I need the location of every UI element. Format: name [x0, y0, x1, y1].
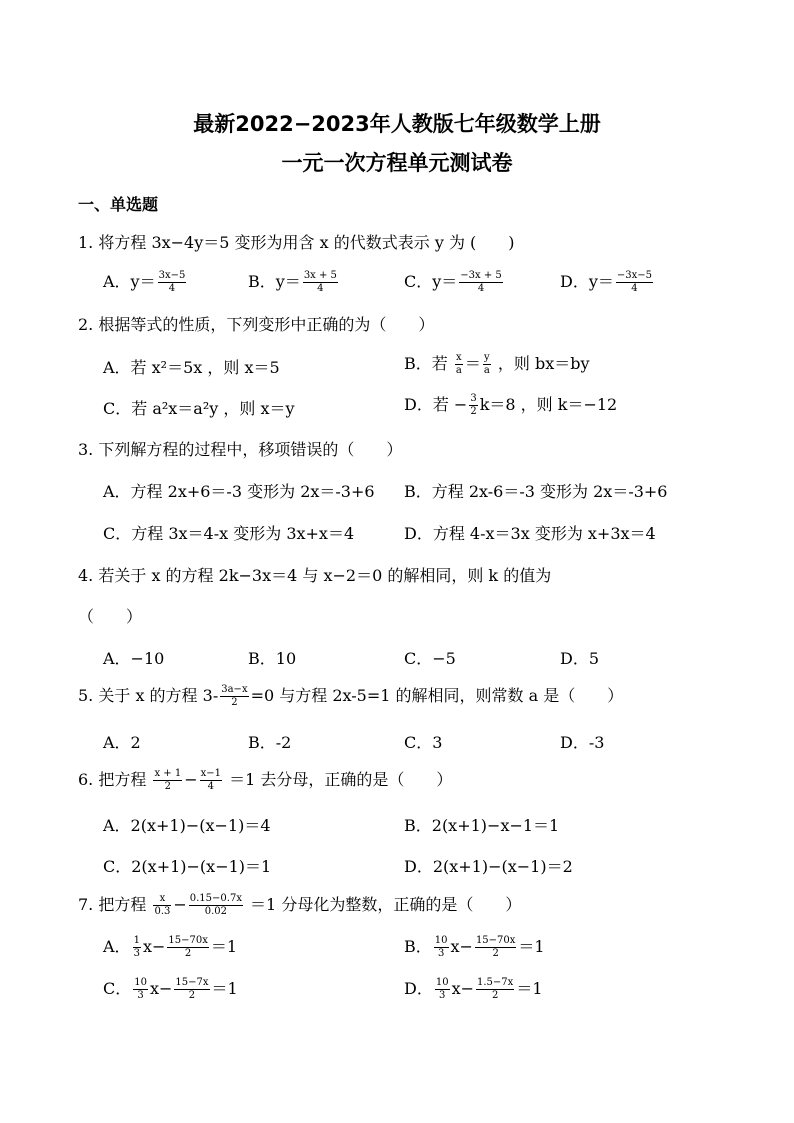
numerator: 1: [133, 935, 140, 946]
option-text: x−: [149, 979, 173, 998]
numerator: x−1: [200, 768, 221, 779]
question-3-stem: 3. 下列解方程的过程中，移项错误的（ ）: [78, 440, 403, 459]
fraction: [483, 352, 491, 377]
fraction: [455, 352, 463, 377]
numerator: −3x−5: [616, 270, 652, 281]
stem-text: 5. 关于 x 的方程 3-: [78, 686, 219, 705]
fraction: [616, 270, 653, 295]
question-2-option-b: [404, 352, 590, 377]
question-4-option-a: A．−10: [103, 649, 165, 668]
option-label: A．: [103, 937, 131, 956]
question-1-option-a: [103, 270, 188, 295]
fraction: [158, 270, 187, 295]
question-7-option-d: [404, 977, 543, 1002]
numerator: 10: [434, 935, 448, 946]
question-3-option-b: B．方程 2x-6＝-3 变形为 2x＝-3+6: [404, 482, 668, 501]
question-1-stem: 1. 将方程 3x−4y＝5 变形为用含 x 的代数式表示 y 为 ( ): [78, 233, 515, 252]
question-4-stem-continued: （ ）: [78, 607, 143, 626]
question-4-stem: 4. 若关于 x 的方程 2k−3x＝4 与 x−2＝0 的解相同，则 k 的值为: [78, 566, 552, 585]
question-7-option-c: [103, 977, 238, 1002]
denominator: 3: [437, 948, 445, 959]
option-label: B．y＝: [248, 272, 301, 291]
question-4-option-c: C．−5: [404, 649, 456, 668]
option-label: C．y＝: [404, 272, 458, 291]
numerator: 0.15−0.7x: [189, 893, 242, 904]
fraction: [434, 935, 449, 960]
question-1-option-d: [560, 270, 655, 295]
question-1-option-b: [248, 270, 340, 295]
option-label: D．若 −: [404, 395, 468, 414]
fraction: [133, 935, 141, 960]
question-3-option-c: C．方程 3x＝4-x 变形为 3x+x＝4: [103, 524, 355, 543]
numerator: 3a−x: [221, 684, 248, 695]
option-text: x−: [450, 937, 473, 956]
section-heading: 一、单选题: [78, 195, 159, 214]
question-5-option-a: A．2: [103, 733, 141, 752]
fraction: [220, 684, 248, 709]
denominator: 4: [207, 781, 214, 792]
question-2-stem: 2. 根据等式的性质，下列变形中正确的为（ ）: [78, 315, 435, 334]
fraction: [459, 270, 502, 295]
question-7-option-b: [404, 935, 545, 960]
question-7-option-a: [103, 935, 237, 960]
question-6-option-a: A．2(x+1)−(x−1)＝4: [103, 816, 271, 835]
stem-text: ＝1 分母化为整数，正确的是（ ）: [250, 895, 522, 914]
option-label: D．: [404, 979, 433, 998]
fraction: [469, 393, 477, 418]
denominator: 2: [470, 406, 477, 417]
question-3-option-a: A．方程 2x+6＝-3 变形为 2x＝-3+6: [103, 482, 375, 501]
page-title: 最新2022−2023年人教版七年级数学上册: [193, 112, 601, 136]
denominator: a: [483, 365, 490, 376]
option-text: ＝1: [211, 979, 238, 998]
question-4-option-d: D．5: [560, 649, 600, 668]
fraction: [167, 935, 208, 960]
denominator: 2: [184, 948, 192, 959]
question-1-option-c: [404, 270, 505, 295]
stem-text: 7. 把方程: [78, 895, 147, 914]
question-6-stem: [78, 768, 452, 793]
denominator: 2: [231, 697, 238, 708]
minus-sign: −: [184, 770, 198, 789]
question-6-option-b: B．2(x+1)−x−1＝1: [404, 816, 560, 835]
question-3-option-d: D．方程 4-x＝3x 变形为 x+3x＝4: [404, 524, 656, 543]
question-5-option-b: B．-2: [248, 733, 292, 752]
denominator: 4: [631, 283, 638, 294]
fraction: [133, 977, 148, 1002]
fraction: [200, 768, 222, 793]
fraction: [174, 977, 209, 1002]
fraction: [476, 977, 514, 1002]
numerator: x + 1: [154, 768, 182, 779]
option-text: ，则 bx＝by: [497, 354, 590, 373]
numerator: x: [153, 893, 171, 906]
fraction: [153, 893, 171, 918]
option-label: C．: [103, 979, 132, 998]
option-text: x−: [142, 937, 166, 956]
option-text: ＝1: [518, 937, 545, 956]
question-4-option-b: B．10: [248, 649, 297, 668]
option-label: D．y＝: [560, 272, 614, 291]
numerator: 15−70x: [168, 935, 208, 946]
denominator: 4: [477, 283, 485, 294]
fraction: [435, 977, 450, 1002]
question-2-option-a: A．若 x²＝5x ，则 x＝5: [103, 358, 280, 377]
stem-text: ＝1 去分母，正确的是（ ）: [229, 770, 453, 789]
numerator: x: [456, 352, 462, 363]
question-7-stem: [78, 893, 521, 918]
denominator: 2: [492, 948, 499, 959]
stem-text: 6. 把方程: [78, 770, 147, 789]
numerator: −3x + 5: [460, 270, 502, 281]
option-label: B．: [404, 937, 432, 956]
question-5-option-c: C．3: [404, 733, 443, 752]
question-6-option-c: C．2(x+1)−(x−1)＝1: [103, 857, 272, 876]
denominator: 4: [317, 283, 324, 294]
option-text: k＝8 ，则 k＝−12: [479, 395, 618, 414]
fraction: [475, 935, 516, 960]
fraction: [303, 270, 338, 295]
denominator: 3: [137, 990, 144, 1001]
denominator: 4: [168, 283, 176, 294]
option-text: ＝1: [210, 937, 238, 956]
stem-text: =0 与方程 2x-5=1 的解相同，则常数 a 是（ ）: [250, 686, 624, 705]
denominator: 2: [188, 990, 196, 1001]
option-text: ＝1: [516, 979, 543, 998]
minus-sign: −: [173, 895, 187, 914]
question-5-stem: [78, 684, 623, 709]
denominator: 0.3: [154, 906, 171, 917]
denominator: 2: [491, 990, 499, 1001]
question-6-option-d: D．2(x+1)−(x−1)＝2: [404, 857, 573, 876]
page-subtitle: 一元一次方程单元测试卷: [281, 151, 513, 175]
equals-sign: ＝: [464, 354, 481, 373]
numerator: 3x−5: [158, 270, 186, 281]
option-label: B．若: [404, 354, 448, 373]
denominator: 3: [133, 948, 140, 959]
denominator: a: [455, 365, 462, 376]
option-label: A．y＝: [103, 272, 156, 291]
denominator: 0.02: [204, 906, 227, 917]
question-5-option-d: D．-3: [560, 733, 605, 752]
numerator: 1.5−7x: [477, 977, 514, 988]
numerator: 3: [470, 393, 477, 404]
numerator: 15−7x: [175, 977, 209, 988]
option-text: x−: [451, 979, 475, 998]
denominator: 2: [164, 781, 172, 792]
numerator: 3x + 5: [303, 270, 337, 281]
fraction: [153, 768, 182, 793]
denominator: 3: [439, 990, 446, 1001]
numerator: 10: [134, 977, 147, 988]
numerator: y: [484, 352, 490, 363]
numerator: 15−70x: [475, 935, 516, 946]
question-2-option-c: C．若 a²x＝a²y ，则 x＝y: [103, 399, 295, 418]
fraction: [189, 893, 243, 918]
numerator: 10: [435, 977, 449, 988]
question-2-option-d: [404, 393, 617, 418]
